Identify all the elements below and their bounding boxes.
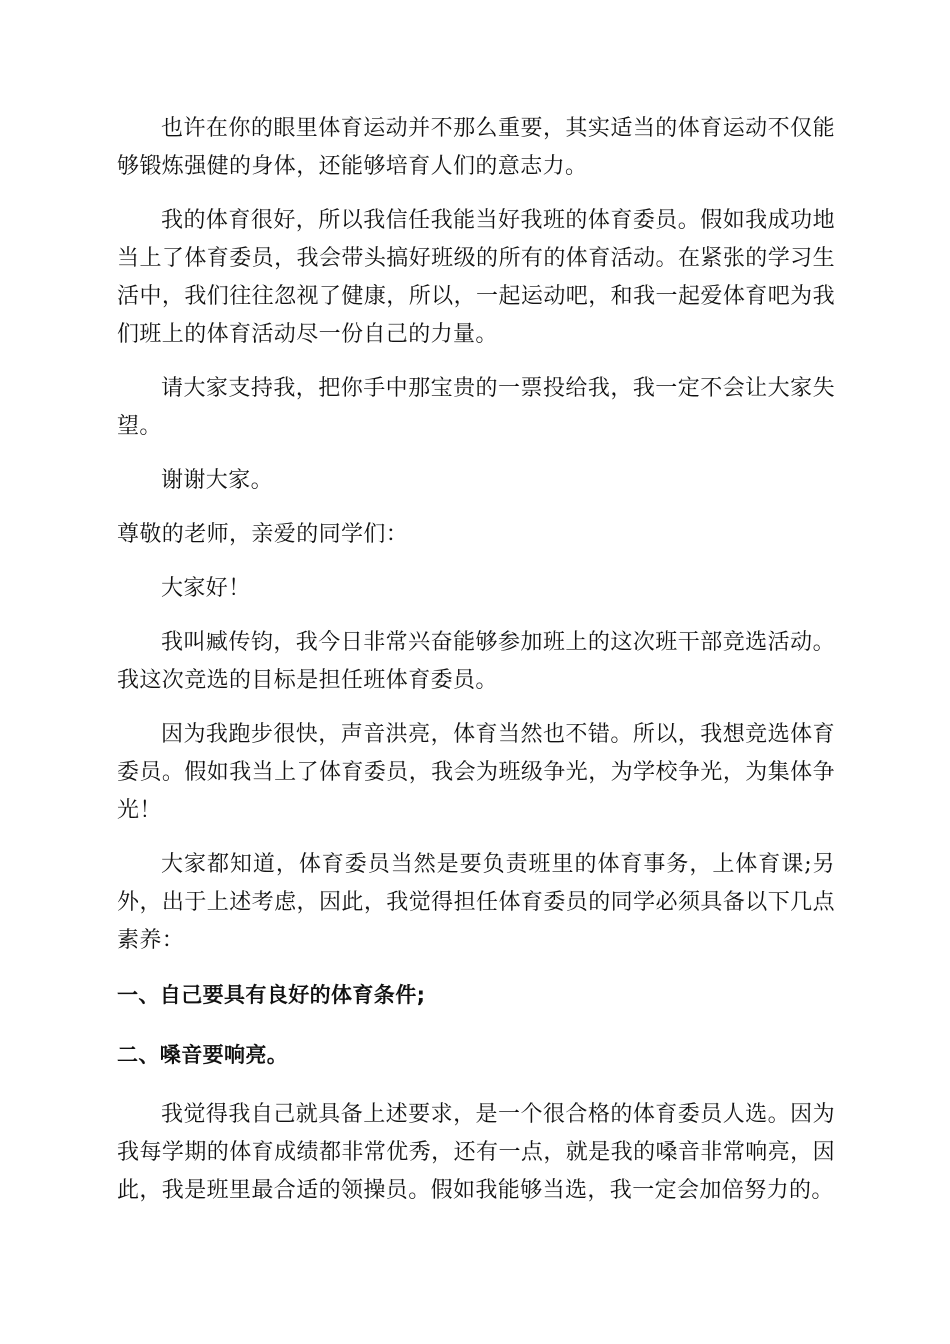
paragraph: 因为我跑步很快，声音洪亮，体育当然也不错。所以，我想竞选体育委员。假如我当上了体育委员，我会为班级争光，为学校争光，为集体争光！ — [117, 722, 835, 823]
document-body — [117, 110, 835, 1226]
paragraph: 谢谢大家。 — [161, 468, 274, 493]
list-item-heading: 一、自己要具有良好的体育条件; — [117, 983, 426, 1007]
paragraph: 大家都知道，体育委员当然是要负责班里的体育事务，上体育课;另外，出于上述考虑，因此，我觉得担任体育委员的同学必须具备以下几点素养： — [117, 852, 835, 953]
salutation: 尊敬的老师，亲爱的同学们： — [117, 522, 409, 547]
paragraph: 我叫臧传钧，我今日非常兴奋能够参加班上的这次班干部竞选活动。我这次竞选的目标是担任班体育委员。 — [117, 630, 835, 693]
paragraph: 也许在你的眼里体育运动并不那么重要，其实适当的体育运动不仅能够锻炼强健的身体，还能够培育人们的意志力。 — [117, 116, 835, 179]
paragraph: 请大家支持我，把你手中那宝贵的一票投给我，我一定不会让大家失望。 — [117, 376, 835, 439]
greeting: 大家好！ — [161, 576, 251, 601]
list-item-heading: 二、嗓音要响亮。 — [117, 1043, 289, 1067]
paragraph: 我觉得我自己就具备上述要求，是一个很合格的体育委员人选。因为我每学期的体育成绩都非常优秀，还有一点，就是我的嗓音非常响亮，因此，我是班里最合适的领操员。假如我能够当选，我一定会加倍努力的。 — [117, 1102, 835, 1203]
paragraph: 我的体育很好，所以我信任我能当好我班的体育委员。假如我成功地当上了体育委员，我会带头搞好班级的所有的体育活动。在紧张的学习生活中，我们往往忽视了健康，所以，一起运动吧，和我一起爱体育吧为我们班上的体育活动尽一份自己的力量。 — [117, 208, 835, 347]
